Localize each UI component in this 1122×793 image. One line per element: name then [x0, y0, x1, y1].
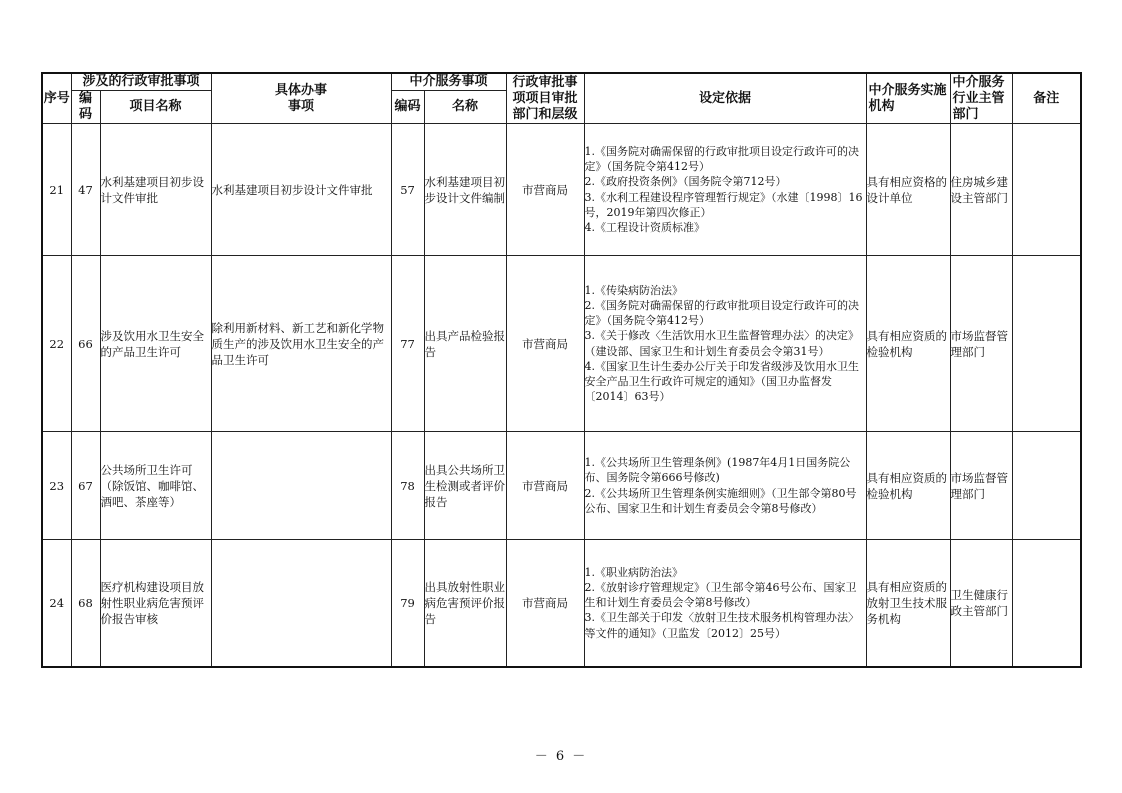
- basis-line: 1.《职业病防治法》: [584, 565, 684, 579]
- row-service-code: 78: [391, 432, 424, 540]
- basis-line: 1.《国务院对确需保留的行政审批项目设定行政许可的决定》（国务院令第412号）: [584, 144, 860, 174]
- row-supervisor: 市场监督管理部门: [950, 432, 1012, 540]
- row-specific-item: 除利用新材料、新工艺和新化学物质生产的涉及饮用水卫生安全的产品卫生许可: [211, 256, 391, 432]
- row-dept: 市营商局: [506, 432, 584, 540]
- header-service-name: 名称: [424, 91, 506, 124]
- row-basis: [584, 124, 866, 256]
- row-service-name: 出具公共场所卫生检测或者评价报告: [424, 432, 506, 540]
- row-seq: 23: [42, 432, 71, 540]
- basis-line: 3.《卫生部关于印发〈放射卫生技术服务机构管理办法〉等文件的通知》（卫监发〔2012〕25号）: [584, 611, 860, 640]
- basis-line: 2.《政府投资条例》（国务院令第712号）: [584, 175, 787, 189]
- row-service-code: 79: [391, 540, 424, 667]
- header-approval-group: 涉及的行政审批事项: [71, 73, 211, 91]
- table-row: [42, 124, 1081, 256]
- row-specific-item: 水利基建项目初步设计文件审批: [211, 124, 391, 256]
- row-remark: [1012, 256, 1081, 432]
- table-row: [42, 540, 1081, 667]
- page-number: － 6 －: [534, 749, 588, 764]
- row-dept: 市营商局: [506, 124, 584, 256]
- basis-line: 3.《关于修改〈生活饮用水卫生监督管理办法〉的决定》（建设部、国家卫生和计划生育委员会令第31号）: [584, 329, 860, 358]
- row-basis: [584, 432, 866, 540]
- row-code: 67: [71, 432, 100, 540]
- basis-line: 4.《工程设计资质标准》: [584, 220, 706, 234]
- basis-line: 1.《传染病防治法》: [584, 283, 684, 297]
- row-seq: 21: [42, 124, 71, 256]
- basis-line: 2.《放射诊疗管理规定》（卫生部令第46号公布、国家卫生和计划生育委员会令第8号修改）: [584, 580, 857, 610]
- header-approval-code: 编码: [71, 91, 100, 124]
- basis-line: 4.《国家卫生计生委办公厅关于印发省级涉及饮用水卫生安全产品卫生行政许可规定的通知》（国卫办监督发〔2014〕63号）: [584, 359, 860, 404]
- basis-line: 3.《水利工程建设程序管理暂行规定》（水建〔1998〕16号，2019年第四次修正）: [584, 190, 863, 219]
- row-basis: [584, 540, 866, 667]
- row-seq: 22: [42, 256, 71, 432]
- row-code: 66: [71, 256, 100, 432]
- header-specific-item: [211, 73, 391, 124]
- basis-line: 1.《公共场所卫生管理条例》(1987年4月1日国务院公布、国务院令第666号修改): [584, 456, 851, 485]
- basis-line: 2.《国务院对确需保留的行政审批项目设定行政许可的决定》（国务院令第412号）: [584, 298, 860, 328]
- row-specific-item: [211, 540, 391, 667]
- row-code: 68: [71, 540, 100, 667]
- row-supervisor: 市场监督管理部门: [950, 256, 1012, 432]
- row-agency: 具有相应资质的放射卫生技术服务机构: [866, 540, 950, 667]
- table-row: [42, 256, 1081, 432]
- row-seq: 24: [42, 540, 71, 667]
- row-service-name: 出具产品检验报告: [424, 256, 506, 432]
- row-dept: 市营商局: [506, 540, 584, 667]
- row-item-name: 公共场所卫生许可（除饭馆、咖啡馆、酒吧、茶座等）: [100, 432, 211, 540]
- row-basis: [584, 256, 866, 432]
- header-agency: 中介服务实施机构: [866, 73, 950, 124]
- row-remark: [1012, 540, 1081, 667]
- row-agency: 具有相应资质的检验机构: [866, 256, 950, 432]
- header-service-code: 编码: [391, 91, 424, 124]
- header-basis: 设定依据: [584, 73, 866, 124]
- header-remark: 备注: [1012, 73, 1081, 124]
- row-dept: 市营商局: [506, 256, 584, 432]
- row-item-name: 医疗机构建设项目放射性职业病危害预评价报告审核: [100, 540, 211, 667]
- row-service-name: 水利基建项目初步设计文件编制: [424, 124, 506, 256]
- row-code: 47: [71, 124, 100, 256]
- header-specific-item-text: 具体办事事项: [275, 82, 328, 114]
- row-item-name: 水利基建项目初步设计文件审批: [100, 124, 211, 256]
- row-remark: [1012, 124, 1081, 256]
- row-item-name: 涉及饮用水卫生安全的产品卫生许可: [100, 256, 211, 432]
- header-supervisor: 中介服务行业主管部门: [950, 73, 1012, 124]
- row-supervisor: 住房城乡建设主管部门: [950, 124, 1012, 256]
- table-row: [42, 432, 1081, 540]
- row-service-name: 出具放射性职业病危害预评价报告: [424, 540, 506, 667]
- header-dept-level: 行政审批事项项目审批部门和层级: [506, 73, 584, 124]
- row-service-code: 57: [391, 124, 424, 256]
- row-supervisor: 卫生健康行政主管部门: [950, 540, 1012, 667]
- row-agency: 具有相应资格的设计单位: [866, 124, 950, 256]
- row-remark: [1012, 432, 1081, 540]
- header-service-group: 中介服务事项: [391, 73, 506, 91]
- approval-items-table: [41, 72, 1082, 668]
- row-agency: 具有相应资质的检验机构: [866, 432, 950, 540]
- row-specific-item: [211, 432, 391, 540]
- basis-line: 2.《公共场所卫生管理条例实施细则》（卫生部令第80号公布、国家卫生和计划生育委员会令第8号修改）: [584, 486, 857, 515]
- row-service-code: 77: [391, 256, 424, 432]
- header-seq: 序号: [42, 73, 71, 124]
- header-approval-name: 项目名称: [100, 91, 211, 124]
